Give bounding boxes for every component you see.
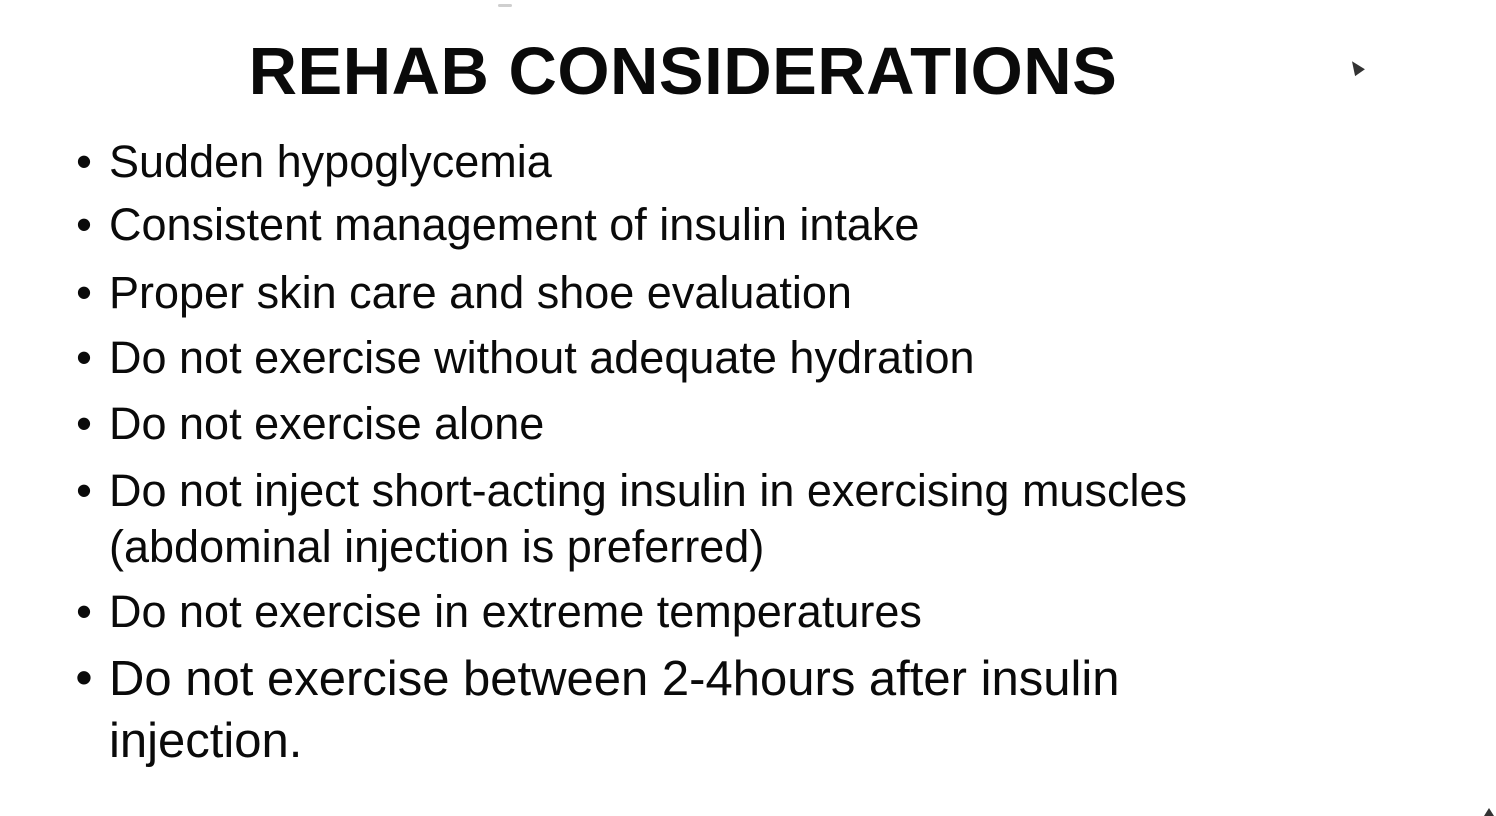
bullet-text: Do not exercise without adequate hydration <box>109 332 975 383</box>
bullet-text: Proper skin care and shoe evaluation <box>109 267 852 318</box>
bullet-text: Sudden hypoglycemia <box>109 136 552 187</box>
list-item <box>64 463 1384 575</box>
bullet-icon: • <box>76 267 92 318</box>
bullet-icon: • <box>76 199 92 250</box>
list-item <box>64 265 1384 321</box>
list-item <box>64 134 1384 190</box>
bullet-text: Do not exercise alone <box>109 398 545 449</box>
bullet-icon: • <box>76 586 92 637</box>
bullet-icon: • <box>76 465 92 516</box>
slide-title: REHAB CONSIDERATIONS <box>248 34 1118 109</box>
corner-cursor-icon <box>1484 808 1494 816</box>
bullet-icon: • <box>76 398 92 449</box>
list-item <box>64 396 1384 452</box>
list-item <box>64 330 1384 386</box>
bullet-text: Do not exercise in extreme temperatures <box>109 586 922 637</box>
list-item <box>64 584 1384 640</box>
list-item <box>64 197 1384 253</box>
bullet-icon: • <box>76 136 92 187</box>
bullet-text: Consistent management of insulin intake <box>109 199 920 250</box>
list-item <box>64 648 1384 772</box>
bullet-icon: • <box>75 651 93 705</box>
bullet-text: Do not inject short-acting insulin in exercising muscles (abdominal injection is preferred) <box>109 465 1187 572</box>
bullet-text: Do not exercise between 2-4hours after insulin injection. <box>109 652 1120 768</box>
bullet-icon: • <box>76 332 92 383</box>
